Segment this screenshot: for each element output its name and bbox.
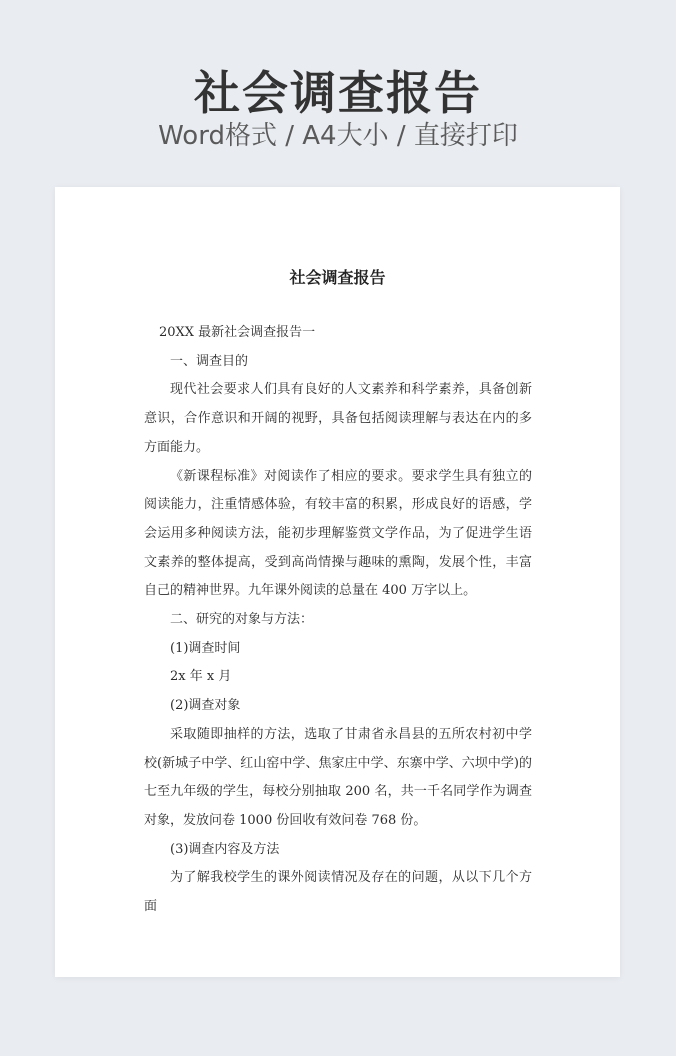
subheading-subject: (2)调查对象 [170,698,241,714]
header-subtitle: Word格式 / A4大小 / 直接打印 [158,121,518,151]
subheading-content: (3)调查内容及方法 [170,841,280,857]
section-heading-purpose: 一、调查目的 [170,353,249,369]
section-heading-method: 二、研究的对象与方法： [170,612,314,628]
paragraph: 《新课程标准》对阅读作了相应的要求。要求学生具有独立的阅读能力，注重情感体验，有较丰富的积累，形成良好的语感，学会运用多种阅读方法，能初步理解鉴赏文学作品，为了促进学生语文素养的整体提高，受到高尚情操与趣味的熏陶，发展个性，丰富自己的精神世界。九年课外阅读的总量在 400 万字以上。 [144,468,532,599]
subheading-time: (1)调查时间 [170,640,241,656]
paragraph: 2x 年 x 月 [170,669,232,685]
paragraph: 现代社会要求人们具有良好的人文素养和科学素养，具备创新意识，合作意识和开阔的视野，具备包括阅读理解与表达在内的多方面能力。 [144,382,532,455]
document-page [55,187,620,977]
header-title: 社会调查报告 [194,66,482,120]
document-title: 社会调查报告 [289,268,386,287]
paragraph: 采取随即抽样的方法，选取了甘肃省永昌县的五所农村初中学校(新城子中学、红山窑中学、焦家庄中学、东寨中学、六坝中学)的七至九年级的学生，每校分别抽取 200 名，共一千名同学作为调查对象，发放问卷 1000 份回收有效问卷 768 份。 [144,726,532,828]
report-heading: 20XX 最新社会调查报告一 [159,325,316,340]
paragraph: 为了解我校学生的课外阅读情况及存在的问题，从以下几个方面 [144,870,532,915]
document-body [144,319,532,922]
